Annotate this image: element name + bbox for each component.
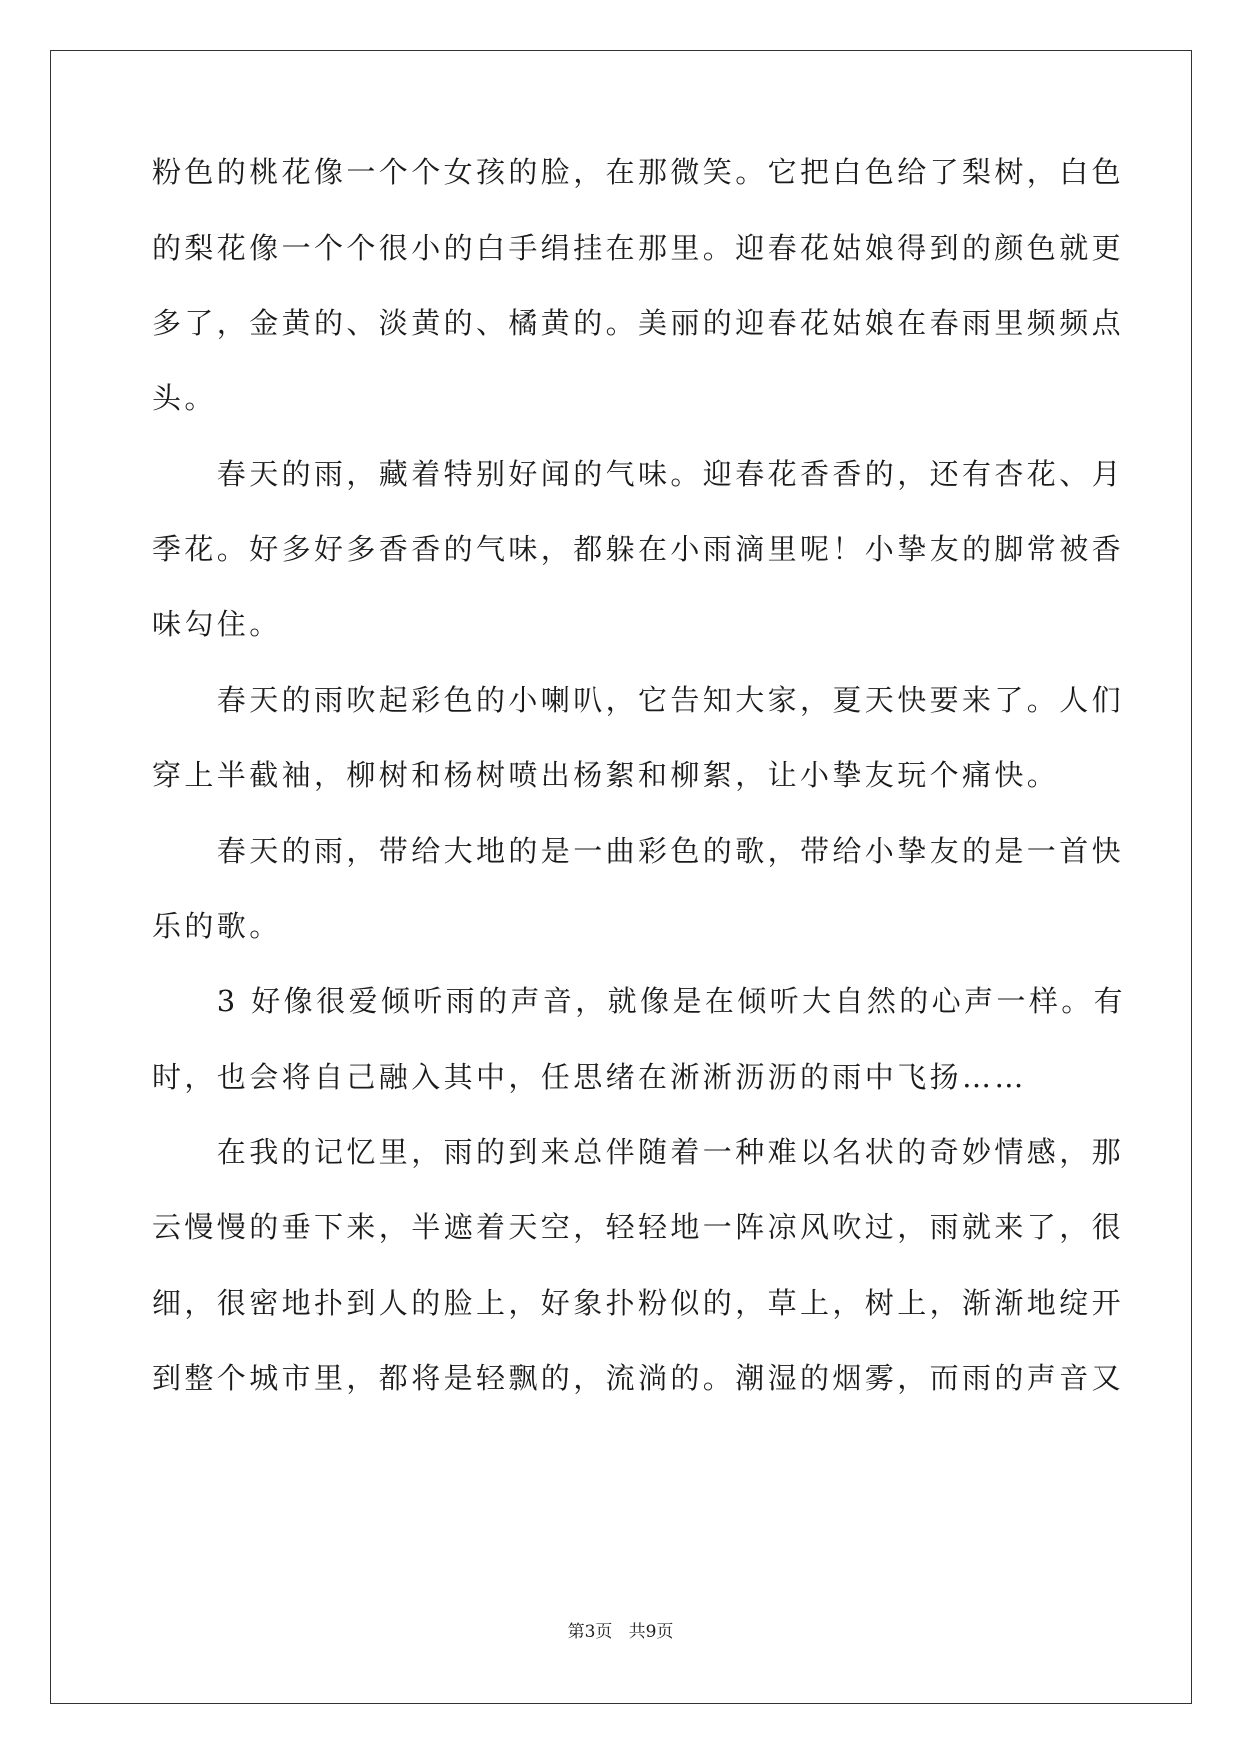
text-line: 时，也会将自己融入其中，任思绪在淅淅沥沥的雨中飞扬…… — [152, 1060, 1027, 1094]
text-line: 多了，金黄的、淡黄的、橘黄的。美丽的迎春花姑娘在春雨里频频点 — [152, 306, 1125, 340]
text-line: 味勾住。 — [152, 607, 282, 641]
text-line: 春天的雨吹起彩色的小喇叭，它告知大家，夏天快要来了。人们 — [152, 683, 1125, 717]
text-line: 季花。好多好多香香的气味，都躲在小雨滴里呢！小挚友的脚常被香 — [152, 532, 1125, 566]
text-line: 的梨花像一个个很小的白手绢挂在那里。迎春花姑娘得到的颜色就更 — [152, 231, 1125, 265]
text-line: 粉色的桃花像一个个女孩的脸，在那微笑。它把白色给了梨树，白色 — [152, 155, 1125, 189]
text-line: 乐的歌。 — [152, 909, 282, 943]
text-line: 春天的雨，带给大地的是一曲彩色的歌，带给小挚友的是一首快 — [152, 834, 1125, 868]
text-line: 在我的记忆里，雨的到来总伴随着一种难以名状的奇妙情感，那 — [152, 1135, 1125, 1169]
page-border — [50, 50, 1192, 1704]
page-number-footer: 第3页 共9页 — [567, 1622, 674, 1642]
text-line: 云慢慢的垂下来，半遮着天空，轻轻地一阵凉风吹过，雨就来了，很 — [152, 1210, 1125, 1244]
text-line: 到整个城市里，都将是轻飘的，流淌的。潮湿的烟雾，而雨的声音又 — [152, 1361, 1125, 1395]
text-line: 春天的雨，藏着特别好闻的气味。迎春花香香的，还有杏花、月 — [152, 457, 1125, 491]
text-line: 3 好像很爱倾听雨的声音，就像是在倾听大自然的心声一样。有 — [152, 984, 1127, 1018]
text-line: 头。 — [152, 381, 217, 415]
text-line: 细，很密地扑到人的脸上，好象扑粉似的，草上，树上，渐渐地绽开 — [152, 1286, 1125, 1320]
text-line: 穿上半截袖，柳树和杨树喷出杨絮和柳絮，让小挚友玩个痛快。 — [152, 758, 1060, 792]
